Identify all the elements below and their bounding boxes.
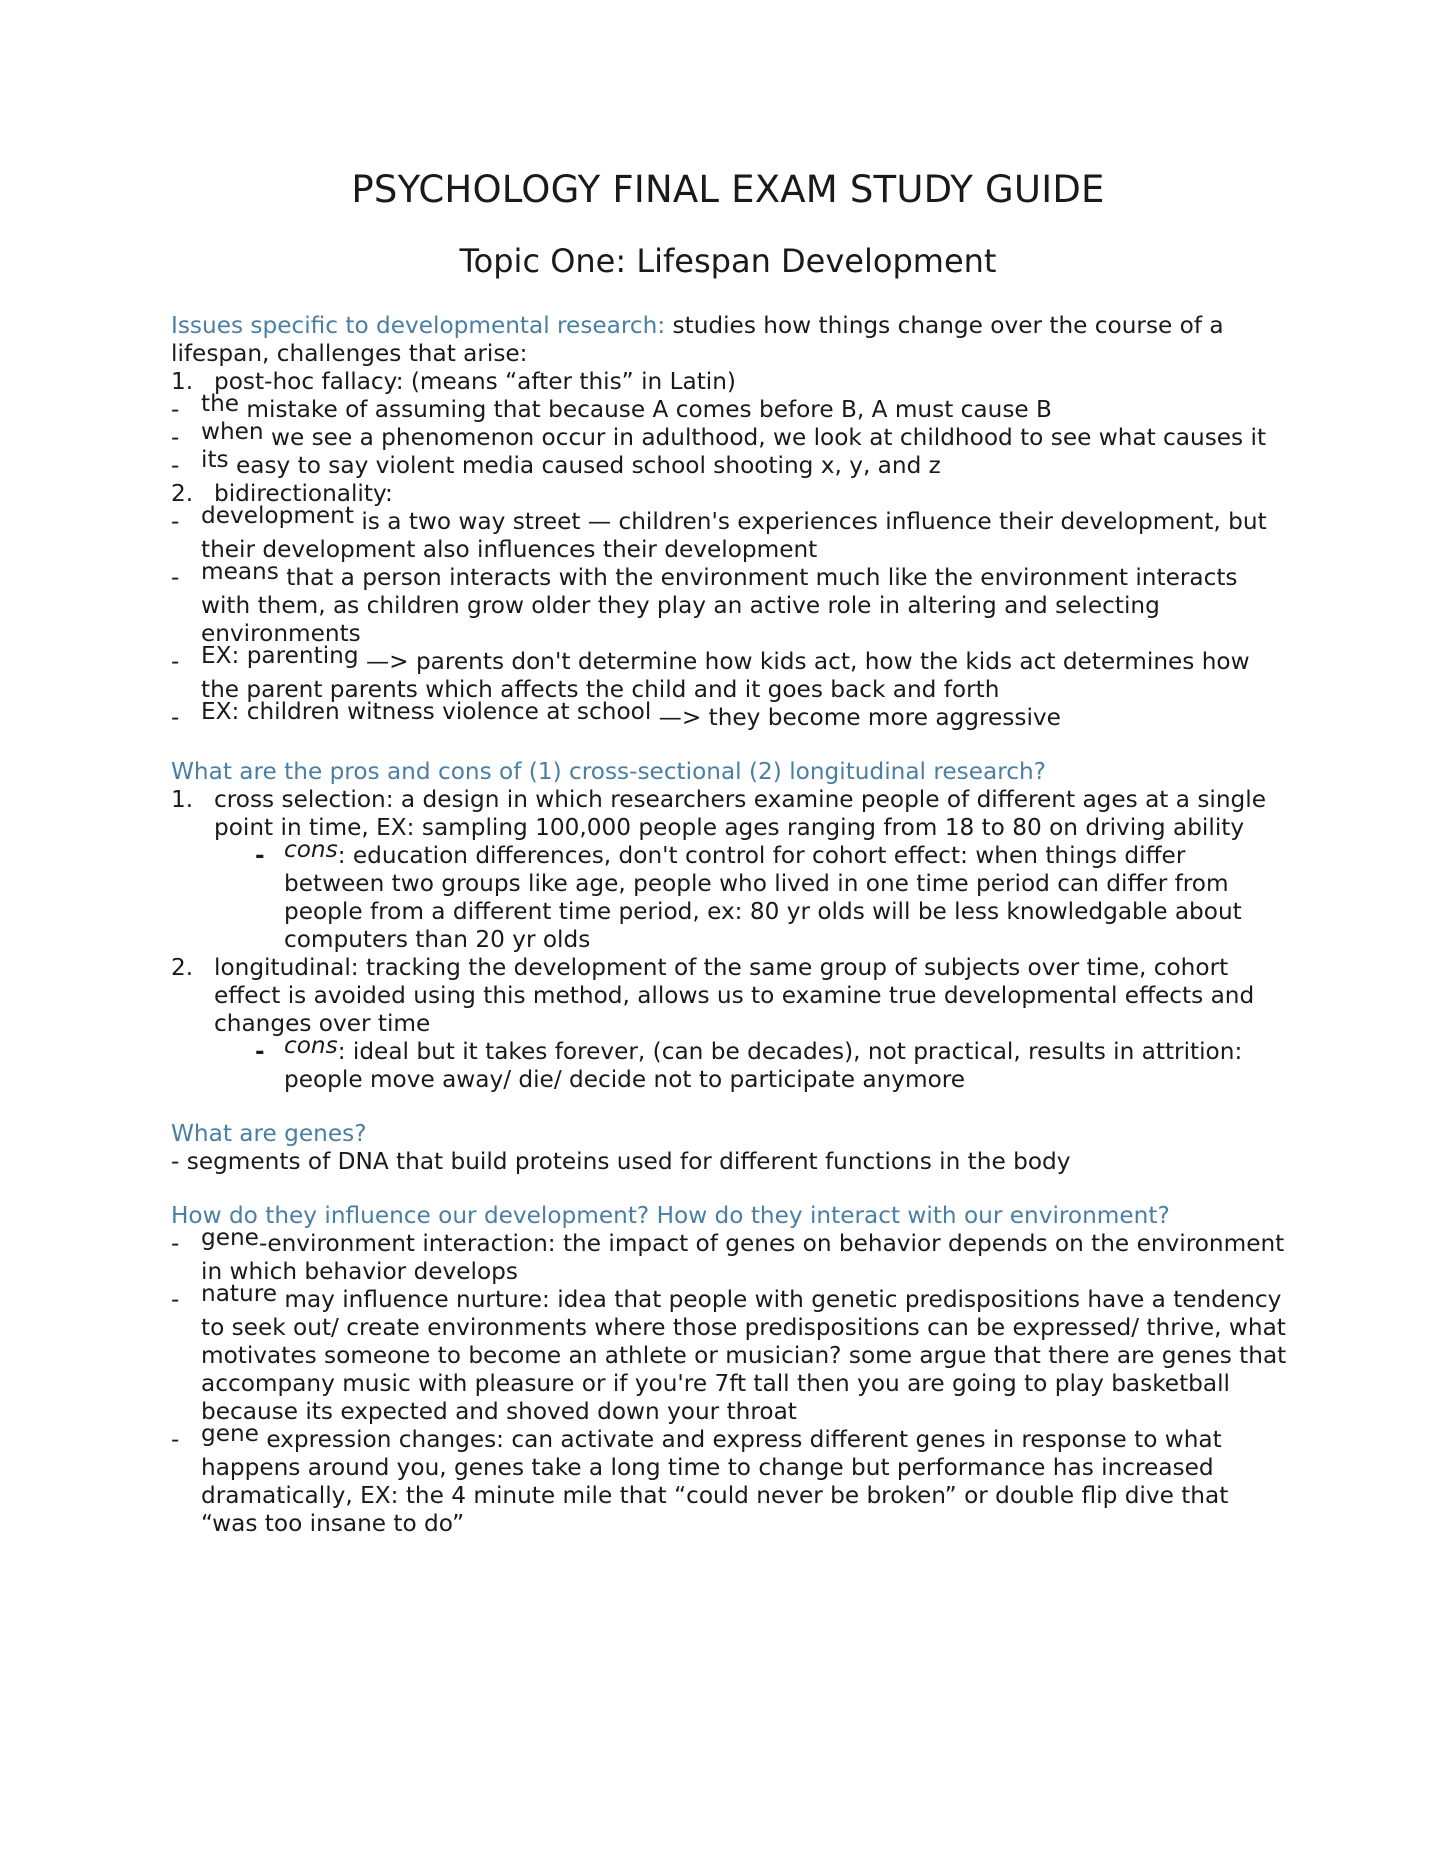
section-heading: How do they influence our development? How do they interact with our environment? [171,1202,1170,1229]
item-number: 1. [171,368,194,395]
section-genes [171,1120,1291,1176]
bullet-item [171,1224,1291,1286]
bullet-item [171,390,1291,424]
section-intro-text: studies how things change over the course of a lifespan, challenges that arise: [171,312,1224,367]
bullet-lead-word: nature [201,1280,277,1307]
page-title: PSYCHOLOGY FINAL EXAM STUDY GUIDE [351,168,1105,211]
section-heading: Issues specific to developmental research: [171,312,666,339]
bullet-dash: - [171,452,180,479]
bullet-item [171,558,1291,648]
numbered-item [171,954,1291,1038]
bullet-item [171,1420,1291,1538]
section-heading: What are genes? [171,1120,367,1147]
bullet-item [171,698,1291,732]
bullet-lead-word: gene [201,1224,259,1251]
sub-bullet-dash: - [255,1038,265,1065]
cons-label: cons [284,1032,338,1059]
bullet-lead-word: EX: children witness violence at school [201,698,652,725]
bullet-text: that a person interacts with the environment much like the environment interacts with them, as children grow older they play an active role in altering and selecting environments [201,564,1238,647]
bullet-lead-word: means [201,558,279,585]
bullet-dash: - [171,704,180,731]
bullet-item [171,642,1291,704]
item-text: cross selection: a design in which researchers examine people of different ages at a single point in time, EX: sampling 100,000 people ages ranging from 18 to 80 on driving ability [214,786,1266,841]
numbered-item [171,368,1291,396]
section-developmental-research [171,312,1291,732]
item-text: post-hoc fallacy: (means “after this” in Latin) [214,368,736,395]
page-subtitle: Topic One: Lifespan Development [459,242,997,280]
section-intro [171,312,1291,368]
bullet-lead-word: its [201,446,229,473]
bullet-text: expression changes: can activate and express different genes in response to what happens around you, genes take a long time to change but performance has increased dramatically, EX: the 4 minute mile that “could never be broken” or double flip dive that “was too insane to do” [201,1426,1229,1537]
section-heading: What are the pros and cons of (1) cross-sectional (2) longitudinal research? [171,758,1046,785]
bullet-dash: - [171,508,180,535]
bullet-dash: - [171,564,180,591]
sub-bullet-item [255,836,1291,954]
bullet-dash: - [171,424,180,451]
bullet-lead-word: when [201,418,264,445]
bullet-text: may influence nurture: idea that people with genetic predispositions have a tendency to seek out/ create environments where those predispositions can be expressed/ thrive, what motivates someone to become an athlete or musician? some argue that there are genes that accompany music with pleasure or if you're 7ft tall then you are going to play basketball because its expected and shoved down your throat [201,1286,1287,1425]
section-research-designs [171,758,1291,1094]
item-number: 2. [171,954,194,981]
bullet-dash: - [171,648,180,675]
cons-label: cons [284,836,338,863]
item-text: longitudinal: tracking the development of the same group of subjects over time, cohort effect is avoided using this method, allows us to examine true developmental effects and changes over time [214,954,1255,1037]
sub-bullet-text: : education differences, don't control for cohort effect: when things differ between two groups like age, people who lived in one time period can differ from people from a different time period, ex: 80 yr olds will be less knowledgable about computers than 20 yr olds [284,842,1242,953]
bullet-dash: - [171,396,180,423]
bullet-item [171,502,1291,564]
bullet-dash: - [171,1286,180,1313]
bullet-text: -environment interaction: the impact of genes on behavior depends on the environment in which behavior develops [201,1230,1285,1285]
bullet-item [171,446,1291,480]
item-text: bidirectionality: [214,480,393,507]
bullet-text: we see a phenomenon occur in adulthood, we look at childhood to see what causes it [263,424,1267,451]
item-number: 1. [171,786,194,813]
bullet-item [171,1280,1291,1426]
bullet-lead-word: EX: parenting [201,642,359,669]
bullet-lead-word: development [201,502,354,529]
bullet-text: —> they become more aggressive [651,704,1061,731]
bullet-lead-word: the [201,390,240,417]
bullet-item [171,418,1291,452]
bullet-lead-word: gene [201,1420,259,1447]
bullet-dash: - [171,1426,180,1453]
bullet-text: is a two way street — children's experiences influence their development, but their development also influences their development [201,508,1267,563]
bullet-text: mistake of assuming that because A comes before B, A must cause B [239,396,1052,423]
sub-bullet-item [255,1032,1291,1094]
bullet-text: easy to say violent media caused school shooting x, y, and z [228,452,941,479]
item-number: 2. [171,480,194,507]
definition-line: - segments of DNA that build proteins used for different functions in the body [171,1148,1071,1175]
sub-bullet-text: : ideal but it takes forever, (can be decades), not practical, results in attrition: people move away/ die/ decide not to participate anymore [284,1038,1243,1093]
sub-bullet-dash: - [255,842,265,869]
bullet-text: —> parents don't determine how kids act, how the kids act determines how the parent parents which affects the child and it goes back and forth [201,648,1250,703]
numbered-item [171,786,1291,842]
bullet-dash: - [171,1230,180,1257]
section-gene-environment [171,1202,1291,1538]
document-body [171,312,1291,1564]
